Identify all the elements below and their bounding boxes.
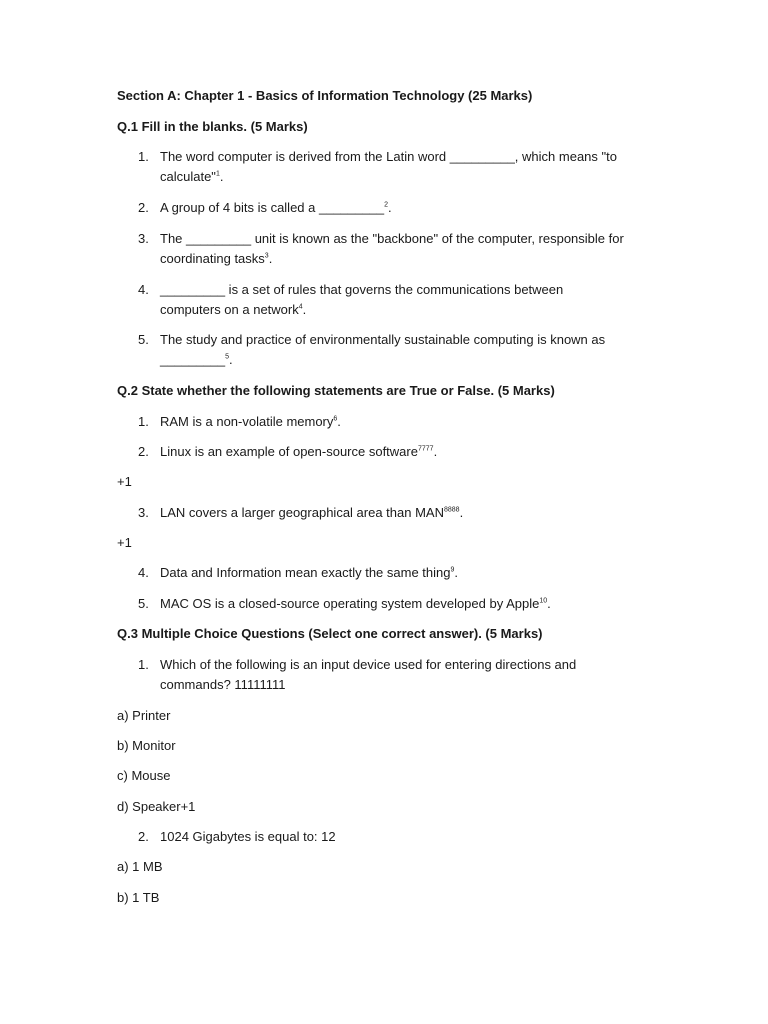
item-number: 3. bbox=[138, 505, 149, 520]
item-number: 4. bbox=[138, 282, 149, 297]
q1-item-5 bbox=[138, 330, 638, 370]
q1-item-3 bbox=[138, 229, 658, 269]
footnote-ref: 1 bbox=[215, 170, 220, 178]
item-number: 1. bbox=[138, 149, 149, 164]
item-number: 2. bbox=[138, 200, 149, 215]
item-text: The _________ unit is known as the "backbone" of the computer, responsible for coordinating tasks$^3$. bbox=[160, 231, 624, 266]
item-number: 2. bbox=[138, 829, 149, 844]
q2-item-3 bbox=[138, 503, 658, 523]
item-text: MAC OS is a closed-source operating system developed by Apple$^{10}$. bbox=[160, 596, 551, 611]
item-text: Linux is an example of open-source software$^{7777}$. bbox=[160, 444, 438, 459]
item-number: 4. bbox=[138, 565, 149, 580]
option-d: d) Speaker+1 bbox=[117, 799, 196, 814]
q3-heading: Q.3 Multiple Choice Questions (Select one correct answer). (5 Marks) bbox=[117, 626, 543, 641]
footnote-ref: 2 bbox=[384, 201, 388, 209]
footnote-ref: 4 bbox=[298, 303, 303, 311]
item-text: A group of 4 bits is called a _________$^2$. bbox=[160, 200, 392, 215]
q1-item-4 bbox=[138, 280, 598, 320]
q2-item-1 bbox=[138, 412, 658, 432]
option-c: c) Mouse bbox=[117, 768, 171, 783]
footnote-ref: 9 bbox=[450, 566, 455, 574]
item-text: The study and practice of environmentally sustainable computing is known as _________$^5$. bbox=[160, 332, 606, 367]
q1-heading: Q.1 Fill in the blanks. (5 Marks) bbox=[117, 119, 308, 134]
item-number: 2. bbox=[138, 444, 149, 459]
q2-item-5 bbox=[138, 594, 658, 614]
option-b: b) Monitor bbox=[117, 738, 176, 753]
question-text: 1024 Gigabytes is equal to: 12 bbox=[160, 829, 336, 844]
option-b: b) 1 TB bbox=[117, 890, 160, 905]
item-number: 5. bbox=[138, 332, 149, 347]
q1-item-1 bbox=[138, 147, 650, 187]
footnote-ref: 3 bbox=[264, 252, 269, 260]
q3-question-1 bbox=[138, 655, 608, 695]
plus-one-label: +1 bbox=[117, 535, 132, 550]
q3-question-2 bbox=[138, 827, 658, 847]
item-text: RAM is a non-volatile memory$^6$. bbox=[160, 414, 341, 429]
section-title: Section A: Chapter 1 - Basics of Information Technology (25 Marks) bbox=[117, 88, 533, 103]
item-text: The word computer is derived from the Latin word _________, which means "to calculate"$^1$. bbox=[160, 149, 617, 184]
item-text: LAN covers a larger geographical area than $MAN^{8888}$. bbox=[160, 505, 464, 520]
item-number: 5. bbox=[138, 596, 149, 611]
q1-item-2 bbox=[138, 198, 658, 218]
question-text: Which of the following is an input device used for entering directions and commands? 11111111 bbox=[160, 657, 577, 692]
q2-item-4 bbox=[138, 563, 658, 583]
item-number: 1. bbox=[138, 414, 149, 429]
item-text: _________ is a set of rules that governs the communications between computers on a network$^4$. bbox=[160, 282, 564, 317]
option-a: a) Printer bbox=[117, 708, 171, 723]
footnote-ref: 6 bbox=[333, 415, 338, 423]
footnote-ref: 5 bbox=[225, 353, 229, 361]
q2-heading: Q.2 State whether the following statements are True or False. (5 Marks) bbox=[117, 383, 555, 398]
q2-item-2 bbox=[138, 442, 658, 462]
plus-one-label: +1 bbox=[117, 474, 132, 489]
footnote-ref: 7777 bbox=[417, 445, 434, 453]
footnote-ref: 8888 bbox=[443, 506, 460, 514]
footnote-ref: 10 bbox=[539, 597, 548, 605]
item-text: Data and Information mean exactly the same thing$^9$. bbox=[160, 565, 459, 580]
item-number: 1. bbox=[138, 657, 149, 672]
item-number: 3. bbox=[138, 231, 149, 246]
option-a: a) 1 MB bbox=[117, 859, 163, 874]
